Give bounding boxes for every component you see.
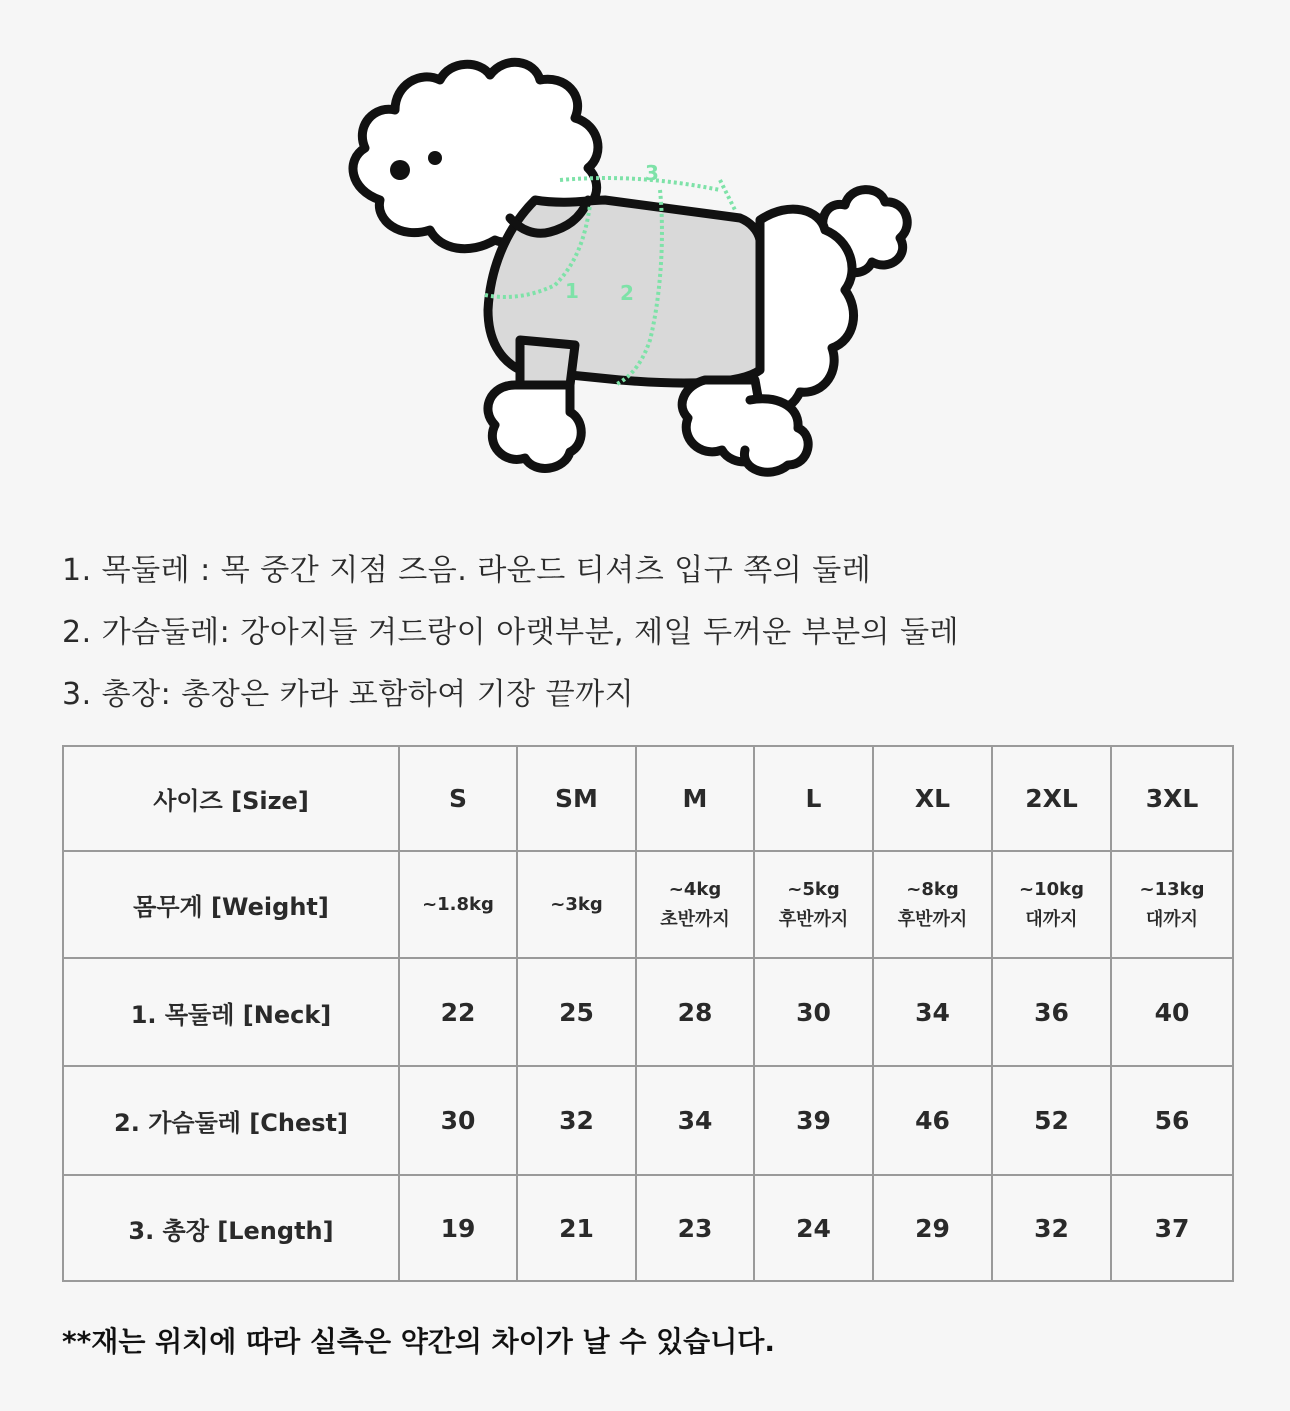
row-label-size: 사이즈 [Size] <box>63 746 399 851</box>
chest-value: 30 <box>399 1066 517 1175</box>
size-s: S <box>399 746 517 851</box>
weight-cell <box>636 851 754 958</box>
weight-value: ~8kg <box>906 878 959 900</box>
length-value: 21 <box>517 1175 636 1281</box>
chest-value: 52 <box>992 1066 1111 1175</box>
table-row-neck <box>63 958 1233 1066</box>
neck-value: 25 <box>517 958 636 1066</box>
size-l: L <box>754 746 873 851</box>
weight-note: 초반까지 <box>660 908 730 930</box>
row-label-chest: 2. 가슴둘레 [Chest] <box>63 1066 399 1175</box>
size-sm: SM <box>517 746 636 851</box>
dog-measurement-illustration <box>320 40 940 510</box>
measure-marker-2: 2 <box>620 281 634 305</box>
chest-value: 34 <box>636 1066 754 1175</box>
table-row-weight <box>63 851 1233 958</box>
neck-value: 36 <box>992 958 1111 1066</box>
dog-front-paw <box>488 385 581 468</box>
row-label-neck: 1. 목둘레 [Neck] <box>63 958 399 1066</box>
weight-note: 대까지 <box>1025 908 1078 930</box>
dog-eye-icon <box>428 151 442 165</box>
table-row-chest <box>63 1066 1233 1175</box>
dog-front-leg <box>520 340 575 385</box>
neck-value: 28 <box>636 958 754 1066</box>
chest-value: 39 <box>754 1066 873 1175</box>
weight-value: ~4kg <box>668 878 722 900</box>
measurement-descriptions <box>62 540 959 726</box>
weight-note: 대까지 <box>1145 908 1199 930</box>
neck-value: 40 <box>1111 958 1233 1066</box>
length-value: 24 <box>754 1175 873 1281</box>
weight-value: ~5kg <box>787 878 840 900</box>
table-row-length <box>63 1175 1233 1281</box>
weight-cell <box>992 851 1111 958</box>
weight-value: ~1.8kg <box>422 893 494 915</box>
dog-back-foot <box>744 399 808 472</box>
measure-marker-3: 3 <box>645 161 659 185</box>
weight-cell <box>1111 851 1233 958</box>
chest-value: 46 <box>873 1066 992 1175</box>
size-2xl: 2XL <box>992 746 1111 851</box>
measure-marker-1: 1 <box>565 279 579 303</box>
description-chest: 2. 가슴둘레: 강아지들 겨드랑이 아랫부분, 제일 두꺼운 부분의 둘레 <box>62 615 960 650</box>
weight-cell <box>399 851 517 958</box>
weight-value: ~13kg <box>1139 878 1205 900</box>
neck-value: 34 <box>873 958 992 1066</box>
length-value: 29 <box>873 1175 992 1281</box>
table-row-size <box>63 746 1233 851</box>
size-m: M <box>636 746 754 851</box>
length-value: 37 <box>1111 1175 1233 1281</box>
weight-value: ~10kg <box>1019 878 1084 900</box>
row-label-weight: 몸무게 [Weight] <box>63 851 399 958</box>
length-value: 23 <box>636 1175 754 1281</box>
description-length: 3. 총장: 총장은 카라 포함하여 기장 끝까지 <box>62 677 635 712</box>
size-3xl: 3XL <box>1111 746 1233 851</box>
weight-cell <box>517 851 636 958</box>
dog-eye-icon <box>390 160 410 180</box>
neck-value: 22 <box>399 958 517 1066</box>
measurement-note: **재는 위치에 따라 실측은 약간의 차이가 날 수 있습니다. <box>62 1325 775 1358</box>
length-value: 32 <box>992 1175 1111 1281</box>
size-xl: XL <box>873 746 992 851</box>
weight-cell <box>873 851 992 958</box>
length-value: 19 <box>399 1175 517 1281</box>
measure-length-end <box>720 180 735 210</box>
neck-value: 30 <box>754 958 873 1066</box>
weight-note: 후반까지 <box>778 908 849 930</box>
row-label-length: 3. 총장 [Length] <box>63 1175 399 1281</box>
description-neck: 1. 목둘레 : 목 중간 지점 즈음. 라운드 티셔츠 입구 쪽의 둘레 <box>62 553 872 588</box>
weight-note: 후반까지 <box>897 908 968 930</box>
weight-value: ~3kg <box>550 893 603 915</box>
chest-value: 56 <box>1111 1066 1233 1175</box>
chest-value: 32 <box>517 1066 636 1175</box>
weight-cell <box>754 851 873 958</box>
size-table <box>62 745 1234 1282</box>
